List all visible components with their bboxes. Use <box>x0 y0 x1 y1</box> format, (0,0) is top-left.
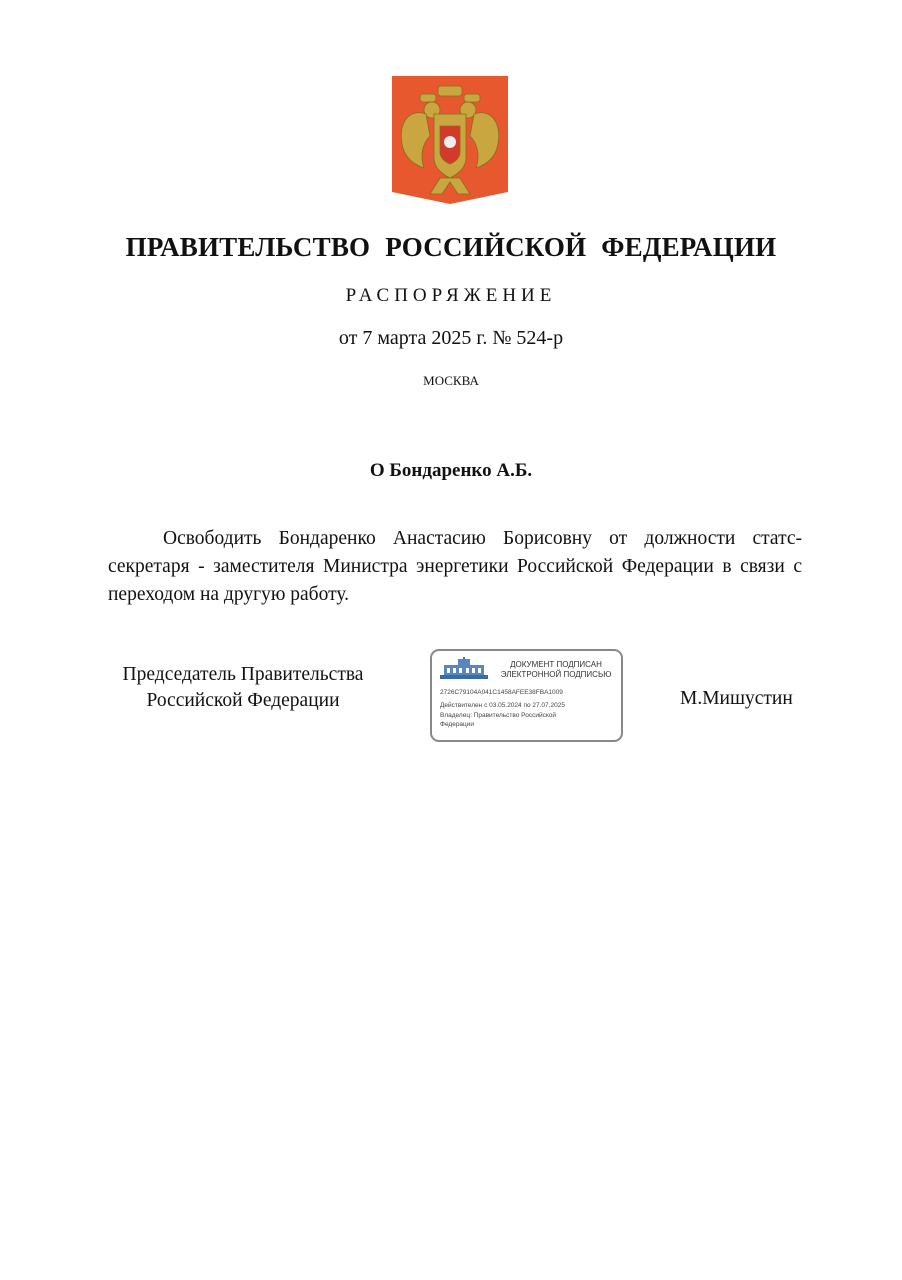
stamp-title-line-2: ЭЛЕКТРОННОЙ ПОДПИСЬЮ <box>500 670 612 679</box>
document-type: РАСПОРЯЖЕНИЕ <box>345 285 557 306</box>
stamp-title-line-1: ДОКУМЕНТ ПОДПИСАН <box>510 660 602 669</box>
stamp-certificate-number: 2726C79104A041C1458AFEE38FBA1009 <box>440 689 563 696</box>
stamp-validity-period: Действителен с 03.05.2024 по 27.07.2025 <box>440 702 565 709</box>
document-date-number: от 7 марта 2025 г. № 524-р <box>338 327 564 349</box>
government-building-icon <box>440 657 488 679</box>
electronic-signature-stamp <box>430 649 623 742</box>
signer-position-line-2: Российской Федерации <box>146 690 340 711</box>
government-title: ПРАВИТЕЛЬСТВО РОССИЙСКОЙ ФЕДЕРАЦИИ <box>125 232 777 262</box>
stamp-owner <box>440 711 556 729</box>
document-city: МОСКВА <box>423 373 479 388</box>
stamp-owner-line-2: Федерации <box>440 721 475 728</box>
document-subject: О Бондаренко А.Б. <box>369 460 533 481</box>
stamp-title <box>492 660 620 680</box>
document-body: Освободить Бондаренко Анастасию Борисовну от должности статс-секретаря - заместителя Министра энергетики Российской Федерации в связи с переходом на другую работу. <box>108 528 802 605</box>
coat-of-arms-emblem <box>390 74 510 206</box>
stamp-owner-line-1: Владелец: Правительство Российской <box>440 712 557 719</box>
signer-position-line-1: Председатель Правительства <box>122 664 364 685</box>
signer-position <box>108 662 378 714</box>
signer-name: М.Мишустин <box>680 688 793 709</box>
